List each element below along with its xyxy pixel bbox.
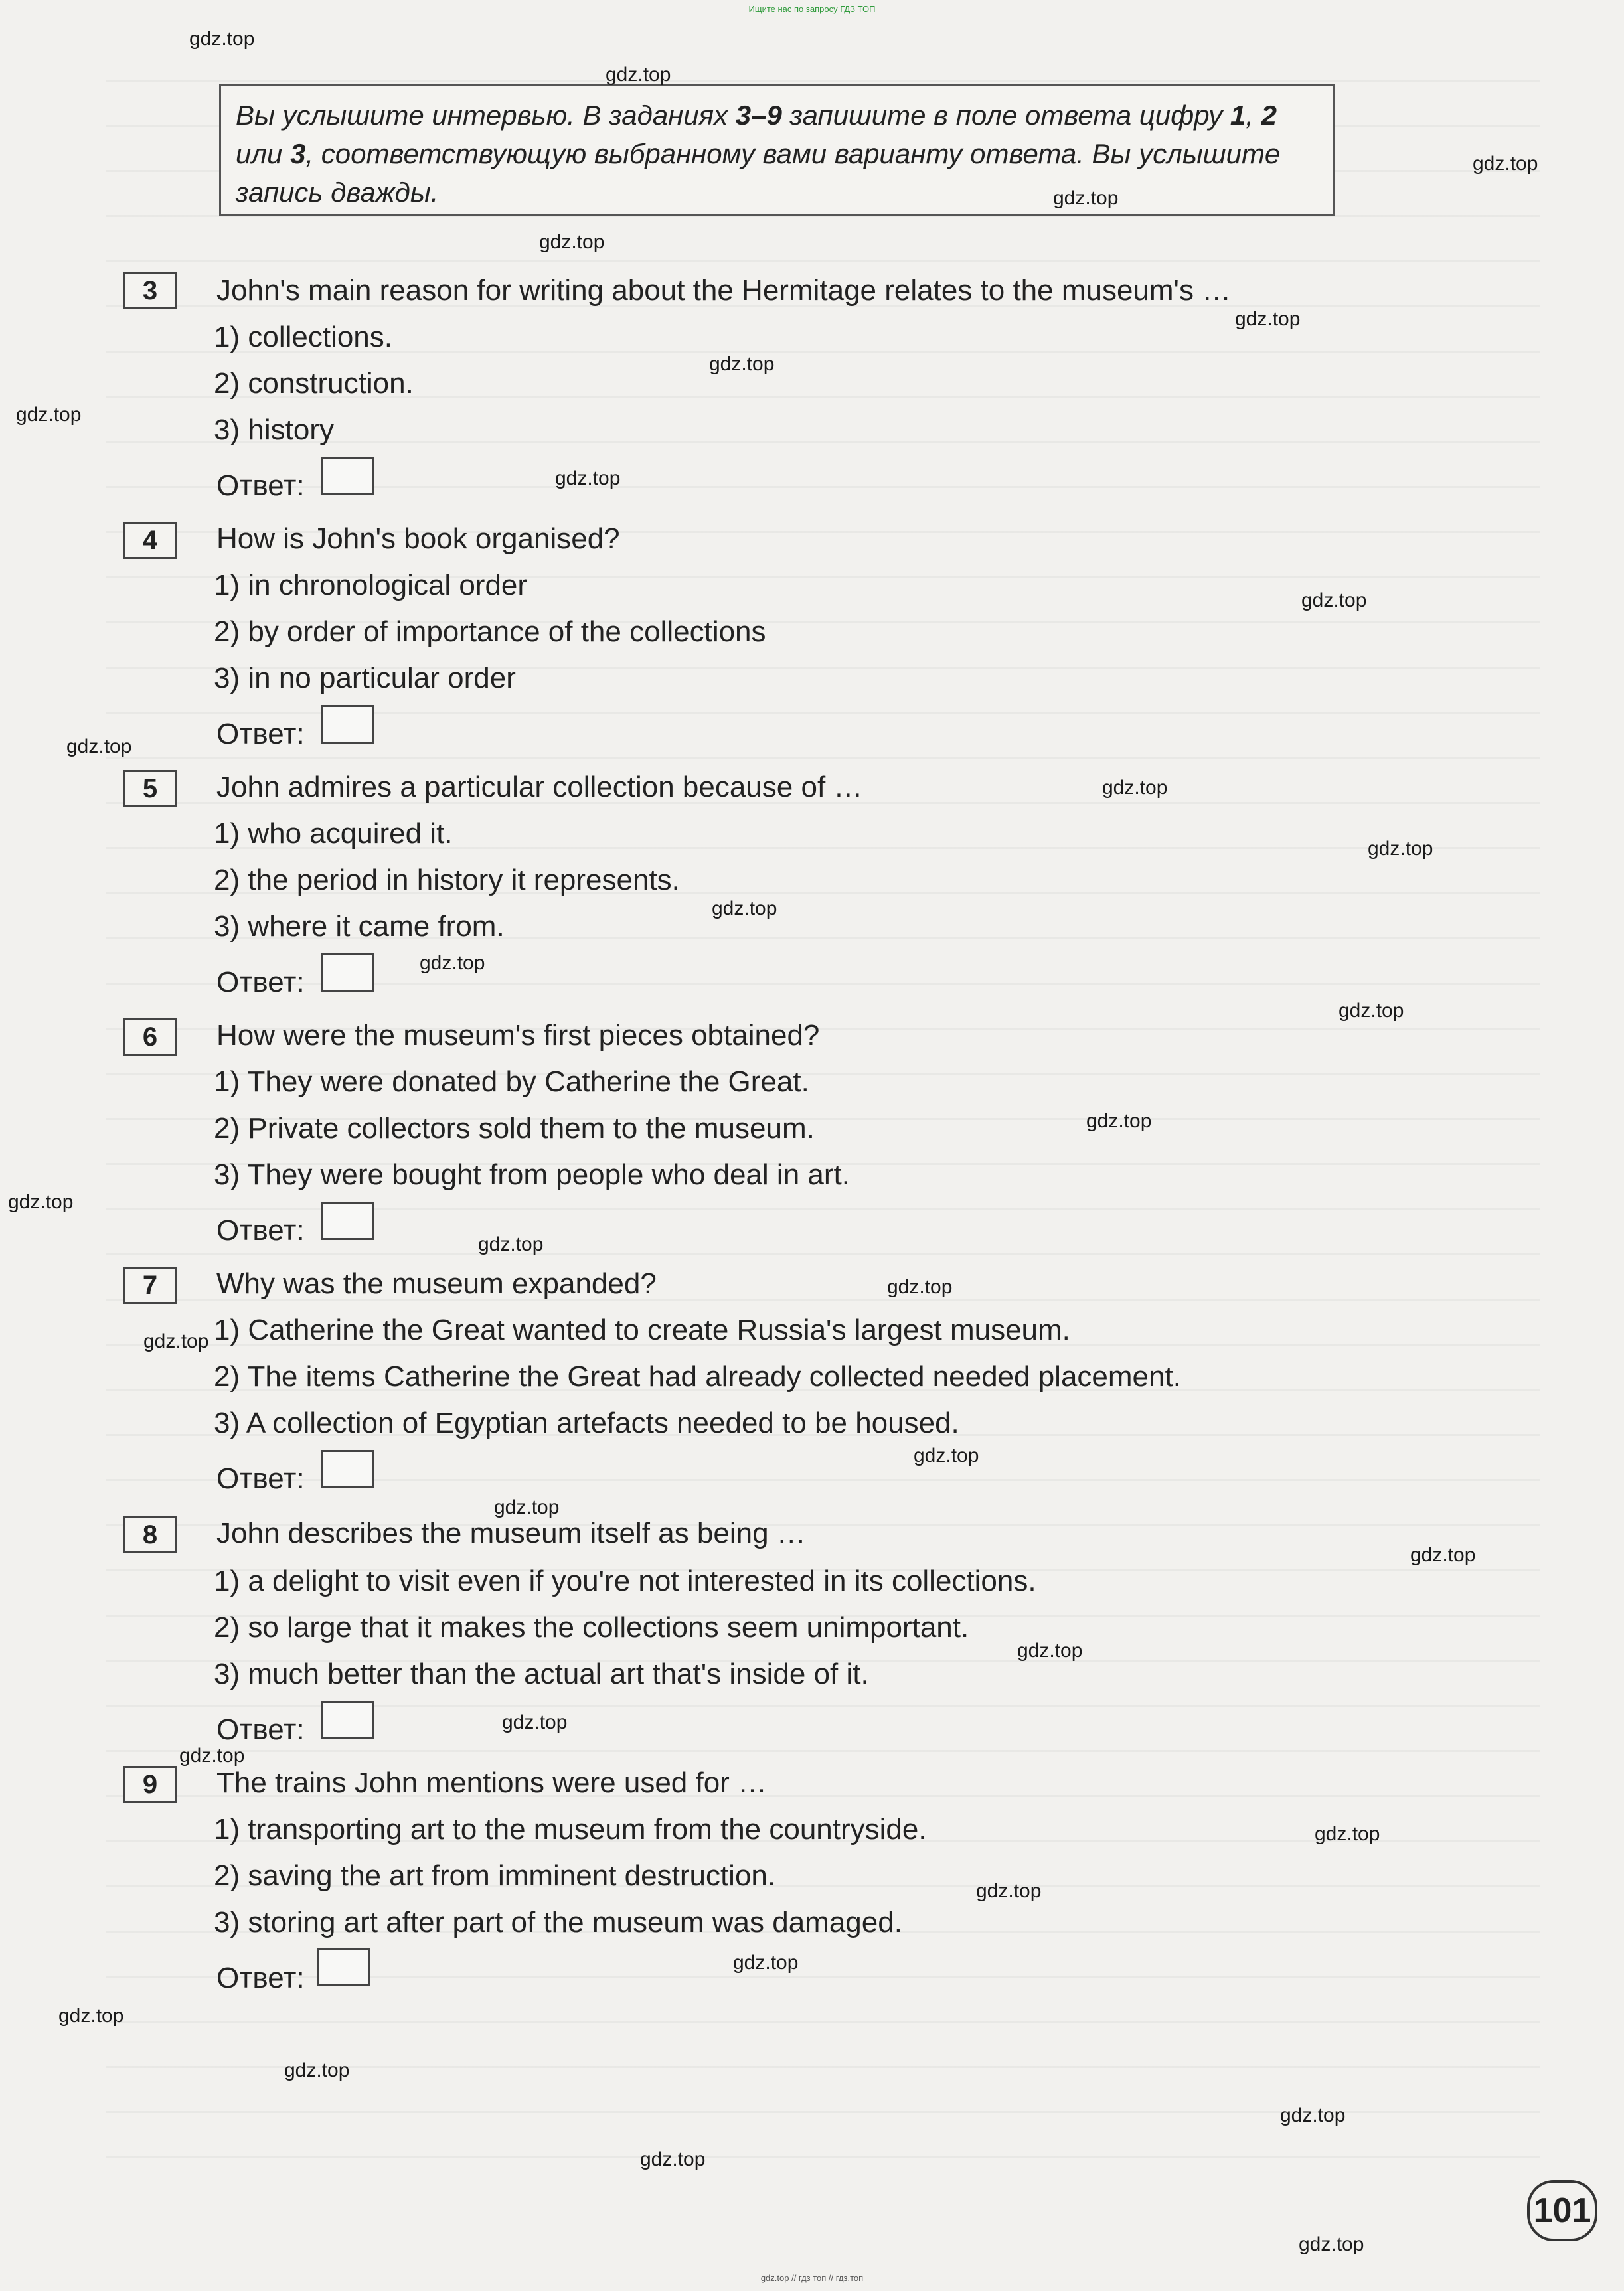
instruction-text-1: Вы услышите интервью. В заданиях xyxy=(236,100,736,131)
question-text: John admires a particular collection because of … xyxy=(216,771,863,803)
watermark: gdz.top xyxy=(143,1330,209,1352)
watermark: gdz.top xyxy=(16,404,82,426)
question-number: 7 xyxy=(123,1267,177,1304)
watermark: gdz.top xyxy=(494,1496,560,1518)
watermark: gdz.top xyxy=(478,1233,544,1255)
watermark: gdz.top xyxy=(1235,308,1301,330)
watermark: gdz.top xyxy=(539,231,605,253)
question-number: 5 xyxy=(123,770,177,807)
answer-input-box[interactable] xyxy=(321,1701,374,1739)
instruction-digit-3: 3 xyxy=(290,138,306,169)
instruction-box xyxy=(219,84,1335,216)
answer-option: 3) much better than the actual art that's inside of it. xyxy=(214,1658,869,1690)
answer-option: 3) They were bought from people who deal in art. xyxy=(214,1158,850,1191)
answer-option: 3) in no particular order xyxy=(214,662,516,694)
header-note: Ищите нас по запросу ГДЗ ТОП xyxy=(748,4,876,14)
question-text: The trains John mentions were used for … xyxy=(216,1767,768,1799)
answer-option: 2) by order of importance of the collections xyxy=(214,615,766,648)
question-number: 6 xyxy=(123,1018,177,1056)
instruction-text-4: , соответствующую выбранному вами варианту ответа. Вы услышите xyxy=(305,138,1281,169)
answer-option: 2) Private collectors sold them to the museum. xyxy=(214,1112,815,1145)
answer-input-box[interactable] xyxy=(317,1948,370,1986)
answer-option: 1) They were donated by Catherine the Great. xyxy=(214,1066,809,1098)
answer-label: Ответ: xyxy=(216,1962,305,1994)
watermark: gdz.top xyxy=(1339,1000,1404,1022)
question-text: John describes the museum itself as being … xyxy=(216,1517,806,1549)
question-text: Why was the museum expanded? xyxy=(216,1267,657,1300)
answer-option: 2) saving the art from imminent destruction. xyxy=(214,1859,776,1892)
answer-label: Ответ: xyxy=(216,1214,305,1247)
question-text: How were the museum's first pieces obtained? xyxy=(216,1019,820,1052)
watermark: gdz.top xyxy=(1053,187,1119,209)
watermark: gdz.top xyxy=(1301,590,1367,611)
instruction-text-5: запись дважды. xyxy=(236,177,439,208)
answer-option: 1) a delight to visit even if you're not interested in its collections. xyxy=(214,1565,1036,1597)
question-text: How is John's book organised? xyxy=(216,522,620,555)
answer-input-box[interactable] xyxy=(321,457,374,495)
answer-input-box[interactable] xyxy=(321,953,374,992)
answer-option: 1) in chronological order xyxy=(214,569,528,601)
question-text: John's main reason for writing about the Hermitage relates to the museum's … xyxy=(216,274,1232,307)
question-number: 9 xyxy=(123,1766,177,1803)
watermark: gdz.top xyxy=(502,1711,568,1733)
watermark: gdz.top xyxy=(1368,838,1433,860)
watermark: gdz.top xyxy=(420,952,485,974)
question-number: 3 xyxy=(123,272,177,309)
watermark: gdz.top xyxy=(1473,153,1538,175)
question-number: 4 xyxy=(123,522,177,559)
watermark: gdz.top xyxy=(887,1276,953,1298)
watermark: gdz.top xyxy=(709,353,775,375)
footer-note: gdz.top // гдз топ // гдз.топ xyxy=(760,2273,864,2283)
watermark: gdz.top xyxy=(1102,777,1168,799)
instruction-sep: , xyxy=(1246,100,1261,131)
answer-option: 3) storing art after part of the museum was damaged. xyxy=(214,1906,902,1938)
watermark: gdz.top xyxy=(1315,1823,1380,1845)
answer-label: Ответ: xyxy=(216,1462,305,1495)
watermark: gdz.top xyxy=(1280,2104,1346,2126)
answer-label: Ответ: xyxy=(216,718,305,750)
instruction-range: 3–9 xyxy=(735,100,782,131)
answer-option: 2) so large that it makes the collections seem unimportant. xyxy=(214,1611,969,1644)
answer-option: 3) history xyxy=(214,414,334,446)
instruction-digit-1: 1 xyxy=(1230,100,1246,131)
watermark: gdz.top xyxy=(555,467,621,489)
instruction-text-3: или xyxy=(236,138,291,169)
answer-input-box[interactable] xyxy=(321,705,374,744)
answer-label: Ответ: xyxy=(216,966,305,998)
watermark: gdz.top xyxy=(914,1445,979,1466)
question-number: 8 xyxy=(123,1516,177,1553)
answer-label: Ответ: xyxy=(216,1713,305,1746)
answer-input-box[interactable] xyxy=(321,1450,374,1488)
watermark: gdz.top xyxy=(58,2005,124,2027)
answer-option: 3) where it came from. xyxy=(214,910,505,943)
answer-option: 1) Catherine the Great wanted to create Russia's largest museum. xyxy=(214,1314,1070,1346)
page-number: 101 xyxy=(1527,2180,1597,2241)
instruction-text-2: запишите в поле ответа цифру xyxy=(781,100,1230,131)
watermark: gdz.top xyxy=(1086,1110,1152,1132)
watermark: gdz.top xyxy=(179,1745,245,1767)
watermark: gdz.top xyxy=(1017,1640,1083,1662)
watermark: gdz.top xyxy=(712,898,777,919)
watermark: gdz.top xyxy=(1299,2233,1364,2255)
watermark: gdz.top xyxy=(8,1191,74,1213)
watermark: gdz.top xyxy=(66,736,132,757)
answer-option: 1) collections. xyxy=(214,321,393,353)
watermark: gdz.top xyxy=(284,2059,350,2081)
answer-option: 1) transporting art to the museum from the countryside. xyxy=(214,1813,927,1846)
answer-input-box[interactable] xyxy=(321,1202,374,1240)
answer-option: 2) the period in history it represents. xyxy=(214,864,680,896)
watermark: gdz.top xyxy=(733,1952,799,1974)
answer-option: 2) construction. xyxy=(214,367,414,400)
watermark: gdz.top xyxy=(976,1880,1042,1902)
answer-option: 2) The items Catherine the Great had already collected needed placement. xyxy=(214,1360,1181,1393)
watermark: gdz.top xyxy=(606,64,671,86)
instruction-digit-2: 2 xyxy=(1261,100,1277,131)
answer-label: Ответ: xyxy=(216,469,305,502)
watermark: gdz.top xyxy=(189,28,255,50)
answer-option: 1) who acquired it. xyxy=(214,817,453,850)
answer-option: 3) A collection of Egyptian artefacts needed to be housed. xyxy=(214,1407,959,1439)
watermark: gdz.top xyxy=(640,2148,706,2170)
watermark: gdz.top xyxy=(1410,1544,1476,1566)
